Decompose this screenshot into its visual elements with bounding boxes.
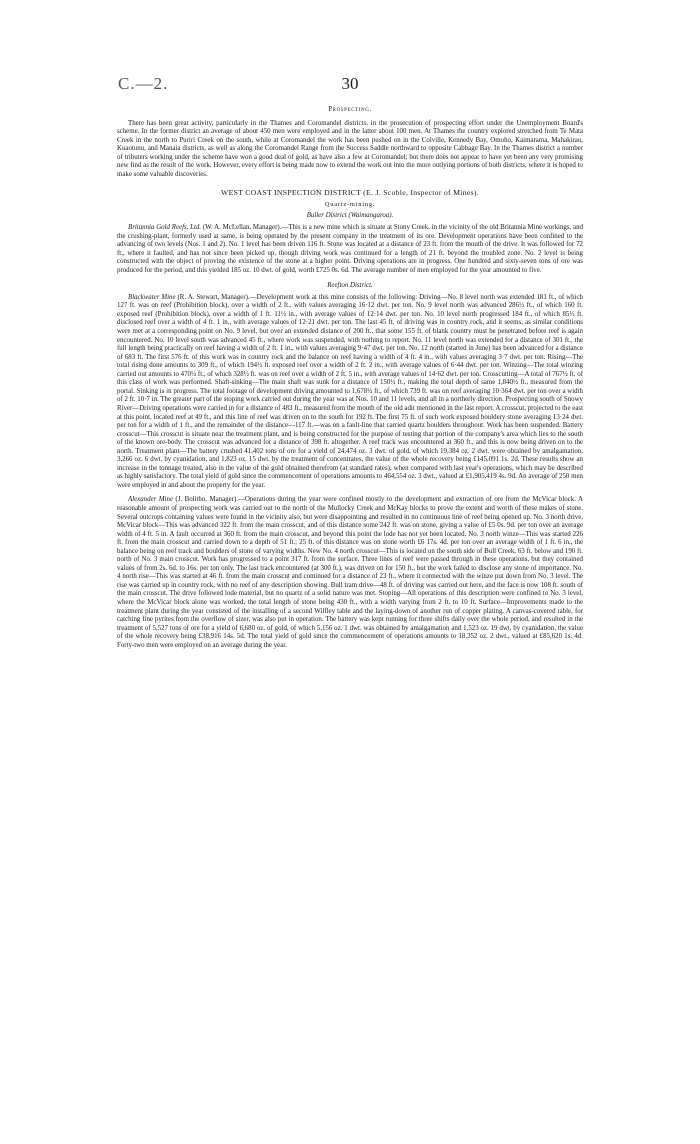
inspection-district-heading: WEST COAST INSPECTION DISTRICT (E. J. Scoble, Inspector of Mines). — [221, 188, 479, 198]
alexander-paragraph — [117, 496, 583, 650]
blackwater-text: (R. A. Stewart, Manager).—Development work at this mine consists of the following: Driving—No. 8 level north was extended 181 ft., of which 127 ft. was on reef (Prohibition block), over a width of 2 ft., with values averaging 16·12 dwt. per ton. No. 9 level north was advanced 286½ ft., of which 160 ft. exposed reef (Prohibition block), over a width of 1 ft. 11½ in., with average values of 12·14 dwt. per ton. No. 10 level north progressed 184 ft., of which 85½ ft. disclosed reef over a width of 4 ft. 1 in., with average values of 12·21 dwt. per ton. The last 45 ft. of driving was in country rock, and it seems, as similar conditions were met at a corresponding point on No. 9 level, but over an extended distance of 200 ft., that some 155 ft. of blank country must be penetrated before reef is again encountered. No. 10 level south was advanced 45 ft., where work was suspended, with nothing to report. No. 11 level north was extended for a distance of 301 ft., the full length being practically on reef having a width of 2 ft. 1 in., with values averaging 9·47 dwt. per ton. No. 12 north (started in June) has been advanced for a distance of 683 ft. The first 576 ft. of this work was in country rock and the balance on reef having a width of 4 ft. 4 in., with values averaging 3·7 dwt. per ton. Rising—The total rising done amounts to 309 ft., of which 194½ ft. exposed reef over a width of 2 ft. 2 in., with average values of 6·44 dwt. per ton. Winzing—The total winzing carried out amounts to 470½ ft., of which 328½ ft. was on reef over a width of 2 ft. 5 in., with average values of 14·62 dwt. per ton. Crosscutting—A total of 767½ ft. of this class of work was performed. Shaft-sinking—The main shaft was sunk for a distance of 150½ ft., making the total depth of same 1,840½ ft., measured from the portal. Sinking is in progress. The total footage of development driving amounted to 1,678½ ft., of which 739 ft. was on reef averaging 10·364 dwt. per ton over a width of 2 ft. 10·7 in. The greater part of the stoping work carried out during the year was at Nos. 10 and 11 levels, and all in a northerly direction. Prospecting south of Snowy River—Driving operations were carried in for a distance of 483 ft., measured from the mouth of the old adit mentioned in the last report. A crosscut, projected to the east at this point, located reef at 49 ft., and this line of reef was driven on to the south for 192 ft. The first 75 ft. of such work exposed bouldery stone averaging 13·24 dwt. per ton for a width of 1 ft., and the remainder of the distance—117 ft.—was on a fault-line that carried quartz boulders throughout. Work has been suspended. Battery crosscut—This crosscut is situate near the treatment plant, and is being constructed for the purpose of testing that portion of the company's area which lies to the south of the known ore-body. The crosscut was advanced for a distance of 398 ft. altogether. A reef track was encountered at 360 ft., and this is now being driven on to the north. Treatment plant—The battery crushed 41,402 tons of ore for a yield of 24,474 oz. 3 dwt. of gold, of which 19,384 oz. 2 dwt. were obtained by amalgamation, 3,266 oz. 6 dwt. by cyanidation, and 1,823 oz. 15 dwt. by the treatment of concentrates, the value of the whole recovery being £145,091 1s. 2d. These results show an increase in the tonnage treated, also in the value of the gold obtained therefrom (at standard rates), when compared with last year's operations, which may be described as highly satisfactory. The total yield of gold since the commencement of operations amounts to 464,554 oz. 3 dwt., valued at £1,905,419 4s. 9d. An average of 250 men were employed in and about the property for the year. — [117, 293, 584, 489]
britannia-mine-name: Britannia Gold Reefs, Ltd. — [128, 224, 202, 232]
buller-district-heading: Buller District (Waimangaroa). — [306, 212, 394, 220]
blackwater-paragraph — [117, 294, 583, 491]
britannia-text: (W. A. McLellan, Manager).—This is a new mine which is situate at Stony Creek, in the vicinity of the old Britannia Mine workings, and the crushing-plant, formerly used at same, is being operated by the present company in the treatment of its ore. Development operations have been confined to the advancing of two levels (Nos. 1 and 2). No. 1 level has been driven 116 ft. Stone was located at a distance of 23 ft. from the mouth of the drive. It was followed for 72 ft., where it faulted, and has not since been picked up, though driving work was continued for a length of 21 ft. beyond the troubled zone. No. 2 level is being constructed with the object of proving the existence of the stone at a higher point. Driving operations are in progress. One hundred and sixty-seven tons of ore was produced for the period, and this yielded 185 oz. 10 dwt. of gold, worth £725 0s. 6d. The average number of men employed for the year amounted to five. — [117, 224, 583, 274]
page-number: 30 — [341, 74, 359, 93]
document-body — [117, 104, 583, 650]
prospecting-paragraph: There has been great activity, particularly in the Thames and Coromandel districts, in the prosecution of prospecting effort under the Unemployment Board's scheme. In the former district an average of about 450 men were employed and in the latter about 100 men. At Thames the country explored stretched from Te Mata Creek in the north to Puriri Creek on the south, while at Coromandel the work has been pushed on in the Colville, Kennedy Bay, Omoho, Kaimarama, Mahakirau, Kuaotunu, and Manaia districts, as well as along the Coromandel Range from the Success Saddle northward to opposite Cabbage Bay. In the Thames district a number of tributers working under the scheme have won a good deal of gold, as have also a few at Coromandel; but there does not appear to have yet been any very promising new find as the result of the work. However, every effort is being made now to extend the work out into the more outlying portions of both districts, where it is hoped to make some valuable discoveries. — [117, 119, 583, 178]
page-header — [0, 74, 700, 94]
blackwater-mine-name: Blackwater Mine — [128, 293, 176, 301]
britannia-paragraph — [117, 224, 583, 275]
quartz-mining-subheading: Quartz-mining. — [324, 200, 376, 208]
alexander-mine-name: Alexander Mine — [128, 496, 173, 504]
section-heading-prospecting: Prospecting. — [328, 106, 372, 113]
alexander-text: (J. Bolitho, Manager).—Operations during the year were confined mostly to the development and extraction of ore from the McVicar block. A reasonable amount of prospecting work was carried out to the north of the Mullocky Creek and McKay blocks to prove the extent and worth of these makes of stone. Several outcrops containing values were found in the vicinity also, but were disappointing and resulted in no continuous line of reef being opened up. No. 3 north drive, McVicar block—This was advanced 322 ft. from the main crosscut, and of this distance some 242 ft. was on stone, giving a value of £5 0s. 9d. per ton over an average width of 4 ft. 5 in. A fault occurred at 360 ft. from the main crosscut, and beyond this point the lode has not yet been located. No. 3 north winze—This was started 226 ft. from the main crosscut and carried down to a depth of 51 ft.; 25 ft. of this distance was on stone worth £6 17s. 4d. per ton over an average width of 1 ft. 6 in., the balance being on reef track and boulders of stone of varying widths. New No. 4 north crosscut—This is located on the south side of Bull Creek, 63 ft. below and 190 ft. north of No. 3 main crosscut. Work has progressed to a point 317 ft. from the surface. Three lines of reef were passed through in these operations, but they contained values of from 2s. 6d. to 16s. per ton only. The last track encountered (at 300 ft.), was driven on for 150 ft., but the work failed to disclose any stone of importance. No. 4 north rise—This was started at 46 ft. from the main crosscut and continued for a distance of 23 ft., where it connected with the winze put down from No. 3 level. The rise was carried up in country rock, with no reef of any description showing. Bull tram drive—48 ft. of driving was carried out here, and the face is now 108 ft. south of the main crosscut. The drive followed lode material, but no quartz of a solid nature was met. Stoping—All operations of this description were confined to No. 3 level, where the McVicar block alone was worked, the total length of stone being 430 ft., with a width varying from 2 ft. to 10 ft. Surface—Improvements made to the treatment plant during the year consisted of the installing of a second Wilfley table and the laying-down of another run of copper plating. A canvas-covered table, for catching fine pyrites from the overflow of sizer, was also put in operation. The battery was kept running for three shifts daily over the whole period, and resulted in the treatment of 5,527 tons of ore for a yield of 6,680 oz. of gold, of which 5,156 oz. 1 dwt. was obtained by amalgamation and 1,523 oz. 19 dwt. by cyanidation, the value of the whole recovery being £38,916 14s. 5d. The total yield of gold since the commencement of operations amounts to 18,352 oz. 2 dwt., valued at £85,620 1s. 4d. Forty-two men were employed on an average during the year. — [117, 496, 583, 649]
document-reference: C.—2. — [118, 74, 169, 93]
reefton-district-heading: Reefton District. — [327, 282, 373, 290]
